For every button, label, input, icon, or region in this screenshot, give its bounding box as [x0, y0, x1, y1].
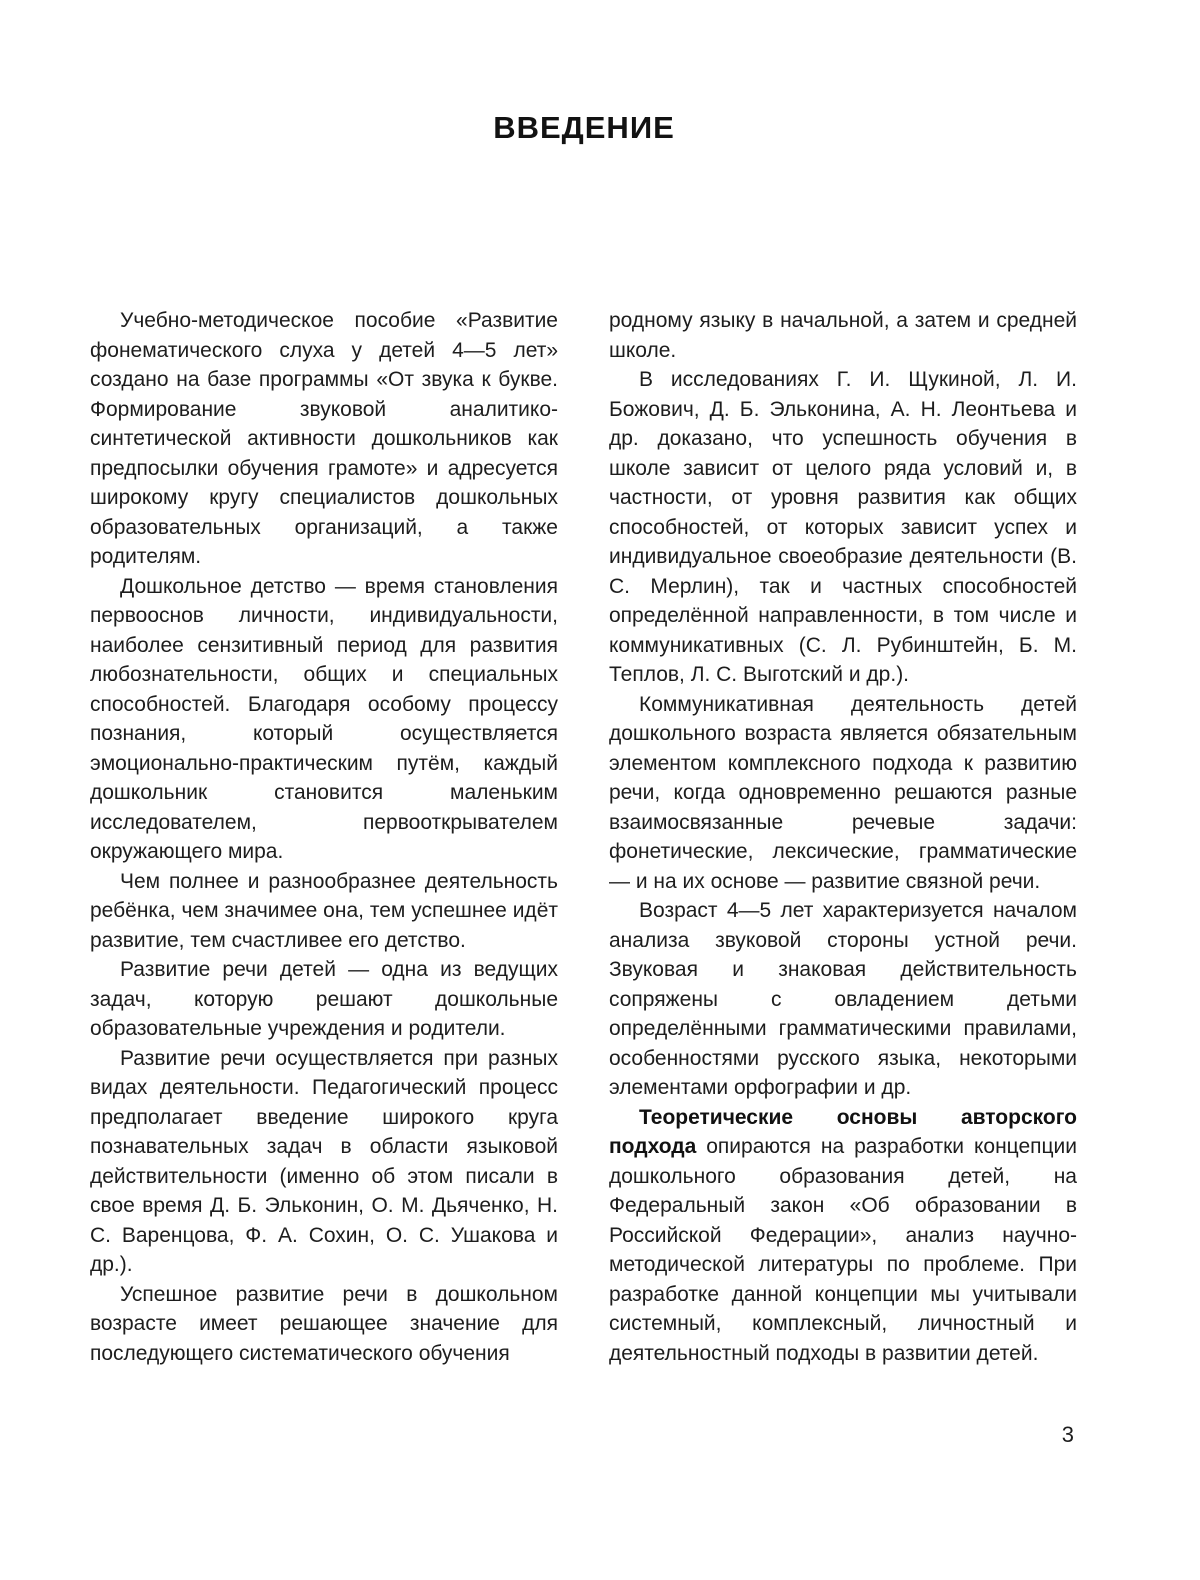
paragraph: Развитие речи детей — одна из ведущих задач, которую решают дошкольные образовательные учреждения и родители. [90, 958, 558, 1040]
paragraph: В исследованиях Г. И. Щукиной, Л. И. Божович, Д. Б. Эльконина, А. Н. Леонтьева и др. доказано, что успешность обучения в школе зависит от целого ряда условий и, в частности, от уровня развития как общих способностей, от которых зависит успех и индивидуальное своеобразие деятельности (В. С. Мерлин), так и частных способностей определённой направленности, в том числе и коммуникативных (С. Л. Рубинштейн, Б. М. Теплов, Л. С. Выготский и др.). [609, 368, 1077, 686]
left-column [90, 306, 558, 1368]
right-column [609, 306, 1077, 1368]
page-number: 3 [1061, 1422, 1074, 1447]
paragraph: Учебно-методическое пособие «Развитие фонематического слуха у детей 4—5 лет» создано на базе программы «От звука к букве. Формирование звуковой аналитико-синтетической активности дошкольников как предпосылки обучения грамоте» и адресуется широкому кругу специалистов дошкольных образовательных организаций, а также родителям. [90, 309, 558, 568]
emphasis-rest-text: опираются на разработки концепции дошкольного образования детей, на Федеральный закон «Об образовании в Российской Федерации», анализ научно-методической литературы по проблеме. При разработке данной концепции мы учитывали системный, комплексный, личностный и деятельностный подходы в развитии детей. [609, 1135, 1077, 1365]
paragraph: Чем полнее и разнообразнее деятельность ребёнка, чем значимее она, тем успешнее идёт развитие, тем счастливее его детство. [90, 869, 558, 952]
paragraph: Возраст 4—5 лет характеризуется началом анализа звуковой стороны устной речи. Звуковая и знаковая действительность сопряжены с овладением детьми определёнными грамматическими правилами, особенностями русского языка, некоторыми элементами орфографии и др. [609, 899, 1077, 1099]
emphasis-bold-lead: Теоретические основы авторского подхода [609, 1105, 1077, 1158]
paragraph-emphasis [609, 1103, 1077, 1369]
text-columns [90, 306, 1078, 1368]
paragraph: Развитие речи осуществляется при разных видах деятельности. Педагогический процесс предполагает введение широкого круга познавательных задач в области языковой действительности (именно об этом писали в свое время Д. Б. Эльконин, О. М. Дьяченко, Н. С. Варенцова, Ф. А. Сохин, О. С. Ушакова и др.). [90, 1046, 558, 1276]
paragraph-continuation: родному языку в начальной, а затем и средней школе. [609, 309, 1077, 362]
paragraph: Успешное развитие речи в дошкольном возрасте имеет решающее значение для последующего систематического обучения [90, 1282, 558, 1365]
page-title: ВВЕДЕНИЕ [493, 110, 675, 145]
paragraph: Коммуникативная деятельность детей дошкольного возраста является обязательным элементом комплексного подхода к развитию речи, когда одновременно решаются разные взаимосвязанные речевые задачи: фонетические, лексические, грамматические — и на их основе — развитие связной речи. [609, 692, 1077, 893]
paragraph: Дошкольное детство — время становления первооснов личности, индивидуальности, наиболее сензитивный период для развития любознательности, общих и специальных способностей. Благодаря особому процессу познания, который осуществляется эмоционально-практическим путём, каждый дошкольник становится маленьким исследователем, первооткрывателем окружающего мира. [90, 574, 558, 863]
book-page [90, 0, 1078, 1580]
